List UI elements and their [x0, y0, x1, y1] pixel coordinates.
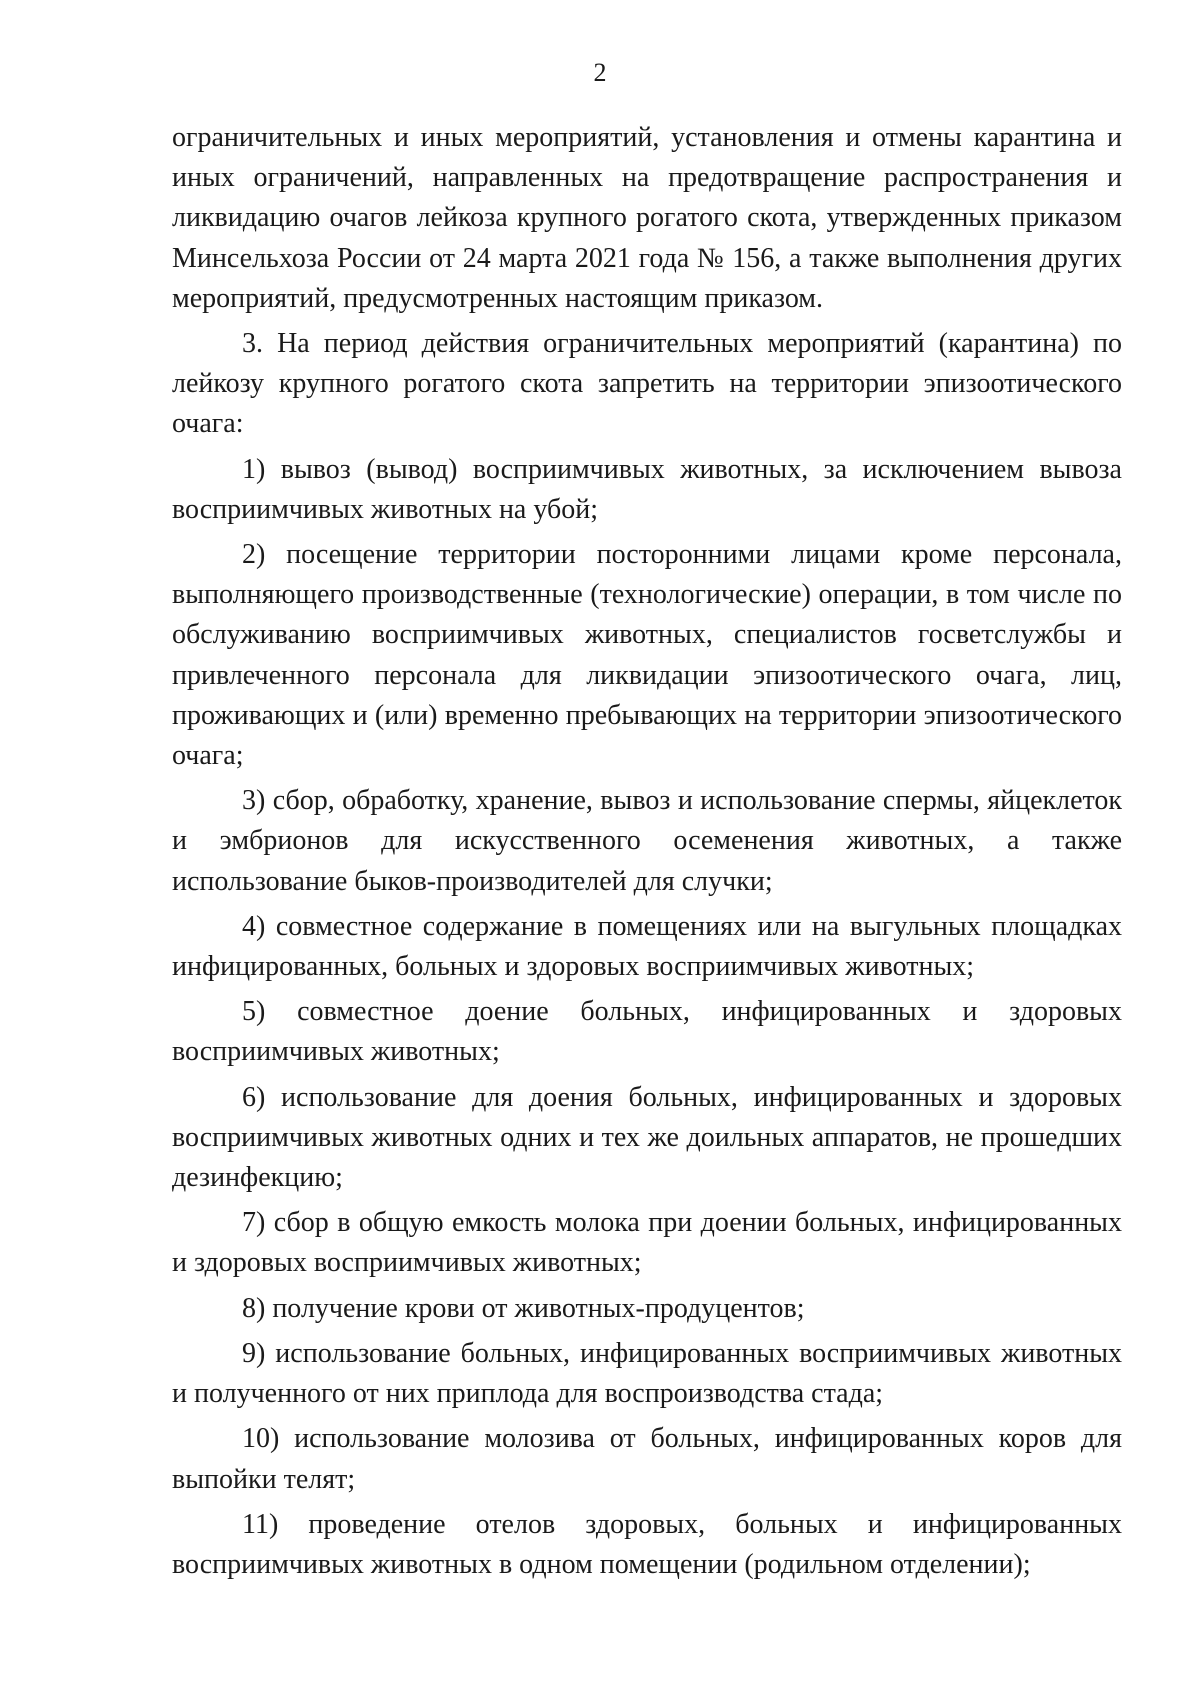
list-item-3: 3) сбор, обработку, хранение, вывоз и использование спермы, яйцеклеток и эмбрионов для искусственного осеменения животных, а также использование быков-производителей для случки; [172, 785, 1122, 897]
paragraph-item-3: 3. На период действия ограничительных мероприятий (карантина) по лейкозу крупного рогатого скота запретить на территории эпизоотического очага: [172, 328, 1122, 440]
list-item-5: 5) совместное доение больных, инфицированных и здоровых восприимчивых животных; [172, 996, 1122, 1068]
list-item-4: 4) совместное содержание в помещениях или на выгульных площадках инфицированных, больных и здоровых восприимчивых животных; [172, 910, 1122, 983]
list-item-7: 7) сбор в общую емкость молока при доении больных, инфицированных и здоровых восприимчивых животных; [172, 1207, 1122, 1279]
list-item-8: 8) получение крови от животных-продуцентов; [242, 1292, 805, 1324]
list-item-10: 10) использование молозива от больных, инфицированных коров для выпойки телят; [172, 1423, 1122, 1495]
paragraph-continuation: ограничительных и иных мероприятий, установления и отмены карантина и иных ограничений, направленных на предотвращение распространения и ликвидацию очагов лейкоза крупного рогатого скота, утвержденных приказом Минсельхоза России от 24 марта 2021 года № 156, а также выполнения других мероприятий, предусмотренных настоящим приказом. [172, 122, 1122, 314]
list-item-9: 9) использование больных, инфицированных восприимчивых животных и полученного от них приплода для воспроизводства стада; [172, 1337, 1122, 1410]
list-item-6: 6) использование для доения больных, инфицированных и здоровых восприимчивых животных одних и тех же доильных аппаратов, не прошедших дезинфекцию; [172, 1081, 1122, 1194]
document-body [172, 118, 1122, 1585]
list-item-2: 2) посещение территории посторонними лицами кроме персонала, выполняющего производственные (технологические) операции, в том числе по обслуживанию восприимчивых животных, специалистов госветслужбы и привлеченного персонала для ликвидации эпизоотического очага, лиц, проживающих и (или) временно пребывающих на территории эпизоотического очага; [172, 539, 1122, 772]
page-number: 2 [593, 58, 607, 87]
list-item-1: 1) вывоз (вывод) восприимчивых животных, за исключением вывоза восприимчивых животных на убой; [172, 453, 1122, 525]
list-item-11: 11) проведение отелов здоровых, больных и инфицированных восприимчивых животных в одном помещении (родильном отделении); [172, 1508, 1122, 1580]
